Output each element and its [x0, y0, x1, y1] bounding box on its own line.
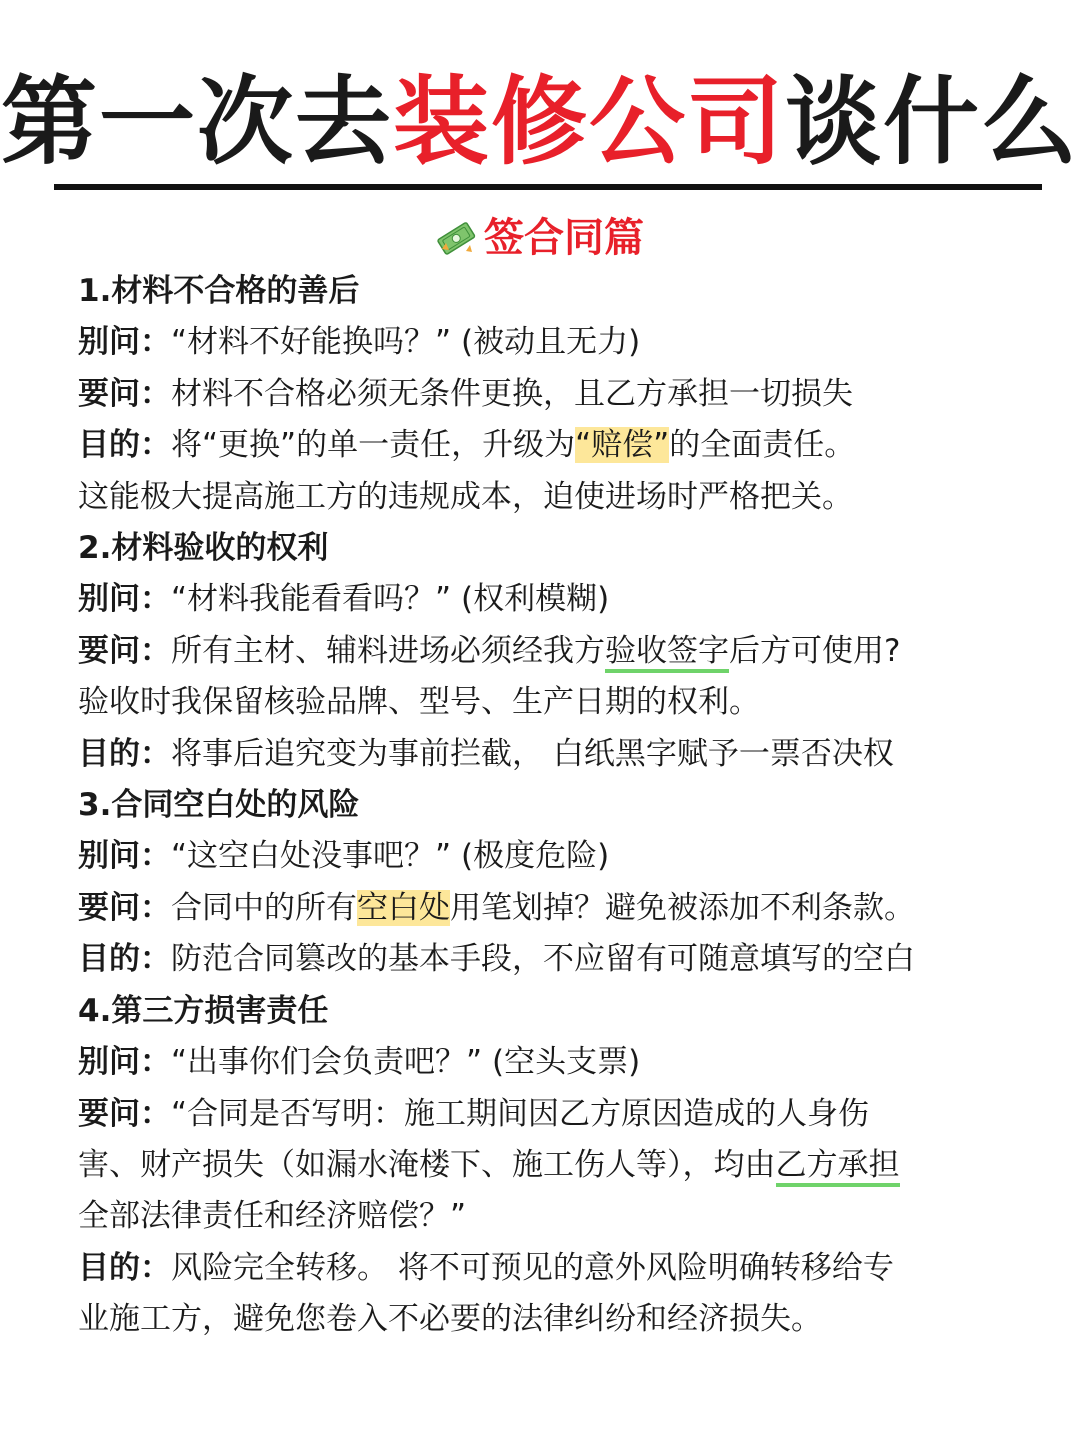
item-1-goal-pre: 将“更换”的单一责任，升级为 — [171, 427, 576, 464]
item-2-goal-label: 目的： — [78, 735, 171, 772]
item-2-ask — [78, 626, 1008, 677]
page-title — [0, 62, 1080, 182]
item-4-ask-line-2 — [78, 1140, 1008, 1191]
item-3-ask — [78, 883, 1008, 934]
item-3-ask-post: 用笔划掉？避免被添加不利条款。 — [450, 889, 915, 926]
item-1-goal-post: 的全面责任。 — [669, 427, 856, 464]
item-1-goal — [78, 420, 1008, 471]
item-1-dont-label: 别问： — [78, 324, 171, 361]
item-4-ask-line-3: 全部法律责任和经济赔偿？” — [78, 1198, 467, 1235]
item-3-dont-label: 别问： — [78, 838, 171, 875]
title-part-2-highlight: 装修公司 — [393, 66, 785, 178]
item-2-dont-label: 别问： — [78, 581, 171, 618]
item-1-dont-ask — [78, 317, 1008, 368]
item-2-dont-ask — [78, 574, 1008, 625]
item-1-goal-highlight: “赔偿” — [575, 427, 670, 464]
item-4-ask-line-1: “合同是否写明：施工期间因乙方原因造成的人身伤 — [171, 1095, 870, 1132]
section-header — [0, 208, 1080, 268]
item-2-ask-line-2: 验收时我保留核验品牌、型号、生产日期的权利。 — [78, 684, 760, 721]
item-1-ask-label: 要问： — [78, 375, 171, 412]
item-3-goal-label: 目的： — [78, 941, 171, 978]
section-title: 签合同篇 — [484, 215, 644, 261]
item-1-heading: 1.材料不合格的善后 — [78, 273, 360, 309]
title-divider — [54, 184, 1042, 190]
item-2-ask-underline: 验收签字 — [605, 633, 729, 673]
item-4-goal-line-1: 风险完全转移。 将不可预见的意外风险明确转移给专 — [171, 1249, 894, 1286]
item-3-ask-pre: 合同中的所有 — [171, 889, 357, 926]
item-2-ask-label: 要问： — [78, 632, 171, 669]
money-icon — [436, 221, 476, 255]
item-1-dont-text: “材料不好能换吗？” (被动且无力) — [171, 324, 641, 361]
item-4-dont-label: 别问： — [78, 1044, 171, 1081]
item-2-ask-post: 后方可使用? — [729, 632, 901, 669]
item-2-ask-pre: 所有主材、辅料进场必须经我方 — [171, 632, 605, 669]
item-4-ask-underline: 乙方承担 — [776, 1147, 900, 1187]
item-1-goal-label: 目的： — [78, 427, 171, 464]
item-4-dont-ask — [78, 1037, 1008, 1088]
item-3-goal-text: 防范合同篡改的基本手段，不应留有可随意填写的空白 — [171, 941, 915, 978]
title-part-1: 第一次去 — [1, 66, 393, 178]
item-2-heading: 2.材料验收的权利 — [78, 530, 329, 567]
item-4-ask — [78, 1089, 1008, 1140]
item-1-goal-line-2: 这能极大提高施工方的违规成本，迫使进场时严格把关。 — [78, 478, 853, 515]
title-part-3: 谈什么 — [785, 66, 1079, 178]
item-4-ask-label: 要问： — [78, 1095, 171, 1132]
item-4-goal-label: 目的： — [78, 1249, 171, 1286]
item-2-goal — [78, 729, 1008, 780]
item-2-dont-text: “材料我能看看吗？” (权利模糊) — [171, 581, 610, 618]
item-1-ask-text: 材料不合格必须无条件更换，且乙方承担一切损失 — [171, 375, 853, 412]
item-3-ask-label: 要问： — [78, 889, 171, 926]
item-4-heading: 4.第三方损害责任 — [78, 992, 329, 1029]
item-4-goal-line-2: 业施工方，避免您卷入不必要的法律纠纷和经济损失。 — [78, 1301, 822, 1338]
item-4-dont-text: “出事你们会负责吧？” (空头支票) — [171, 1044, 641, 1081]
item-3-dont-text: “这空白处没事吧？” (极度危险) — [171, 838, 610, 875]
item-4-ask-line-2-text: 害、财产损失（如漏水淹楼下、施工伤人等），均由 — [78, 1146, 776, 1183]
item-3-dont-ask — [78, 831, 1008, 882]
item-1-ask — [78, 369, 1008, 420]
item-3-heading: 3.合同空白处的风险 — [78, 787, 360, 824]
item-3-ask-highlight: 空白处 — [357, 889, 450, 926]
item-2-goal-text: 将事后追究变为事前拦截， 白纸黑字赋予一票否决权 — [171, 735, 894, 772]
item-3-goal — [78, 934, 1008, 985]
content-body — [78, 266, 1008, 1346]
item-4-goal — [78, 1243, 1008, 1294]
